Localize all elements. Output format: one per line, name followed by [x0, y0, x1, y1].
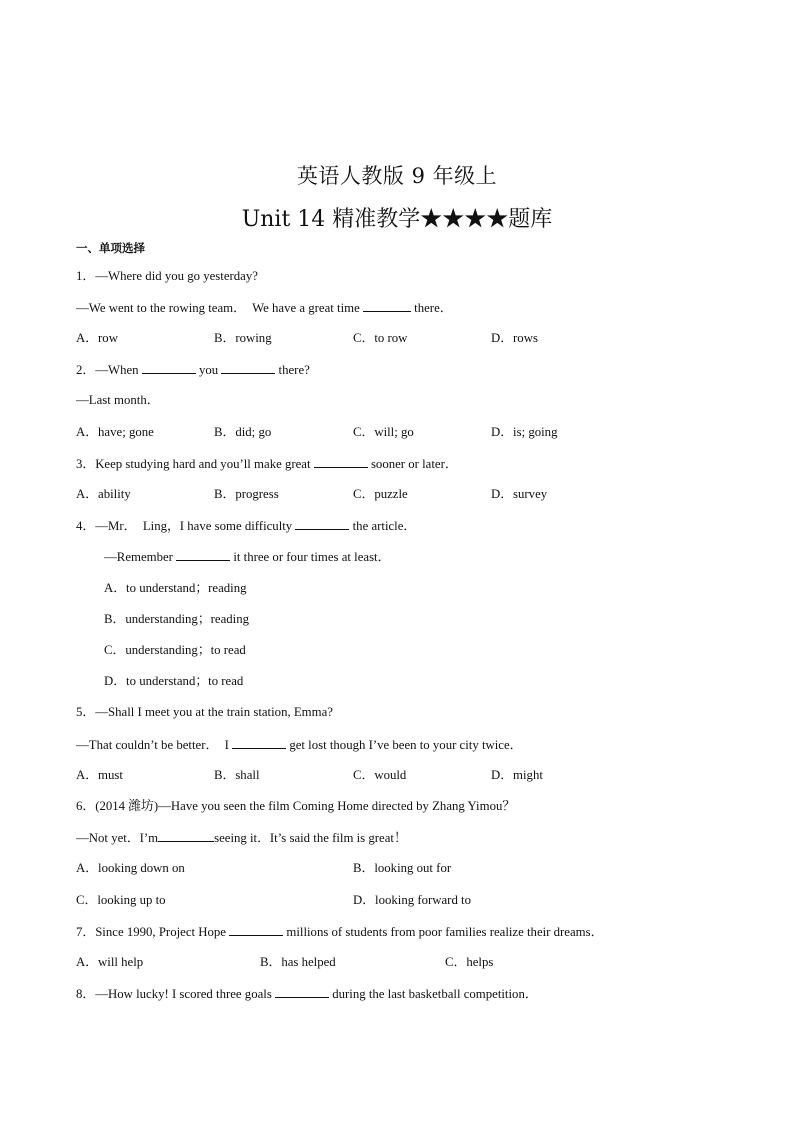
option-d: D．might — [491, 768, 543, 782]
option-b: B．has helped — [260, 955, 336, 969]
option-d: D．survey — [491, 487, 548, 501]
answer-blank — [142, 361, 196, 374]
option-d: D．to understand；to read — [104, 674, 244, 688]
option-b: B．shall — [214, 768, 260, 782]
option-b: B．looking out for — [353, 861, 452, 875]
option-d: D．looking forward to — [353, 893, 471, 907]
section-heading: 一、单项选择 — [76, 241, 145, 255]
answer-blank — [314, 455, 368, 468]
option-c: C．looking up to — [76, 893, 166, 907]
option-d: D．is; going — [491, 425, 558, 439]
option-a: A．ability — [76, 487, 131, 501]
option-c: C．understanding；to read — [104, 643, 246, 657]
question-8-prompt: 8．—How lucky! I scored three goals during the last basketball competition． — [76, 987, 538, 1001]
option-c: C．will; go — [353, 425, 414, 439]
option-c: C．to row — [353, 331, 408, 345]
question-5-response: —That couldn’t be better． I get lost though I’ve been to your city twice． — [76, 738, 523, 752]
question-1-prompt: 1．—Where did you go yesterday? — [76, 269, 258, 283]
option-a: A．must — [76, 768, 123, 782]
question-2-response: —Last month． — [76, 393, 160, 407]
answer-blank — [229, 923, 283, 936]
question-3-prompt: 3．Keep studying hard and you’ll make great sooner or later． — [76, 457, 458, 471]
option-b: B．did; go — [214, 425, 272, 439]
question-2-prompt: 2．—When you there? — [76, 363, 310, 377]
option-a: A．to understand；reading — [104, 581, 247, 595]
question-6-response: —Not yet．I’m seeing it．It’s said the film is great！ — [76, 831, 407, 845]
option-a: A．row — [76, 331, 118, 345]
question-5-prompt: 5．—Shall I meet you at the train station, Emma? — [76, 705, 333, 719]
question-1-response: —We went to the rowing team． We have a great time there． — [76, 301, 453, 315]
answer-blank — [221, 361, 275, 374]
answer-blank — [295, 517, 349, 530]
answer-blank — [363, 299, 411, 312]
document-subtitle: Unit 14 精准教学★★★★题库 — [241, 207, 553, 232]
option-b: B．rowing — [214, 331, 272, 345]
question-4-prompt: 4．—Mr． Ling，I have some difficulty the article． — [76, 519, 417, 533]
option-a: A．will help — [76, 955, 144, 969]
option-a: A．have; gone — [76, 425, 154, 439]
question-7-prompt: 7．Since 1990, Project Hope millions of students from poor families realize their dreams． — [76, 925, 604, 939]
option-b: B．progress — [214, 487, 279, 501]
option-c: C．would — [353, 768, 407, 782]
answer-blank — [232, 736, 286, 749]
option-c: C．helps — [445, 955, 494, 969]
question-4-response: —Remember it three or four times at least． — [104, 550, 391, 564]
document-title: 英语人教版 9 年级上 — [296, 164, 498, 188]
option-b: B．understanding；reading — [104, 612, 250, 626]
answer-blank — [275, 985, 329, 998]
answer-blank — [176, 548, 230, 561]
option-c: C．puzzle — [353, 487, 408, 501]
answer-blank — [158, 829, 214, 842]
option-d: D．rows — [491, 331, 538, 345]
option-a: A．looking down on — [76, 861, 185, 875]
question-6-prompt: 6．(2014 潍坊)—Have you seen the film Coming Home directed by Zhang Yimou？ — [76, 799, 516, 813]
